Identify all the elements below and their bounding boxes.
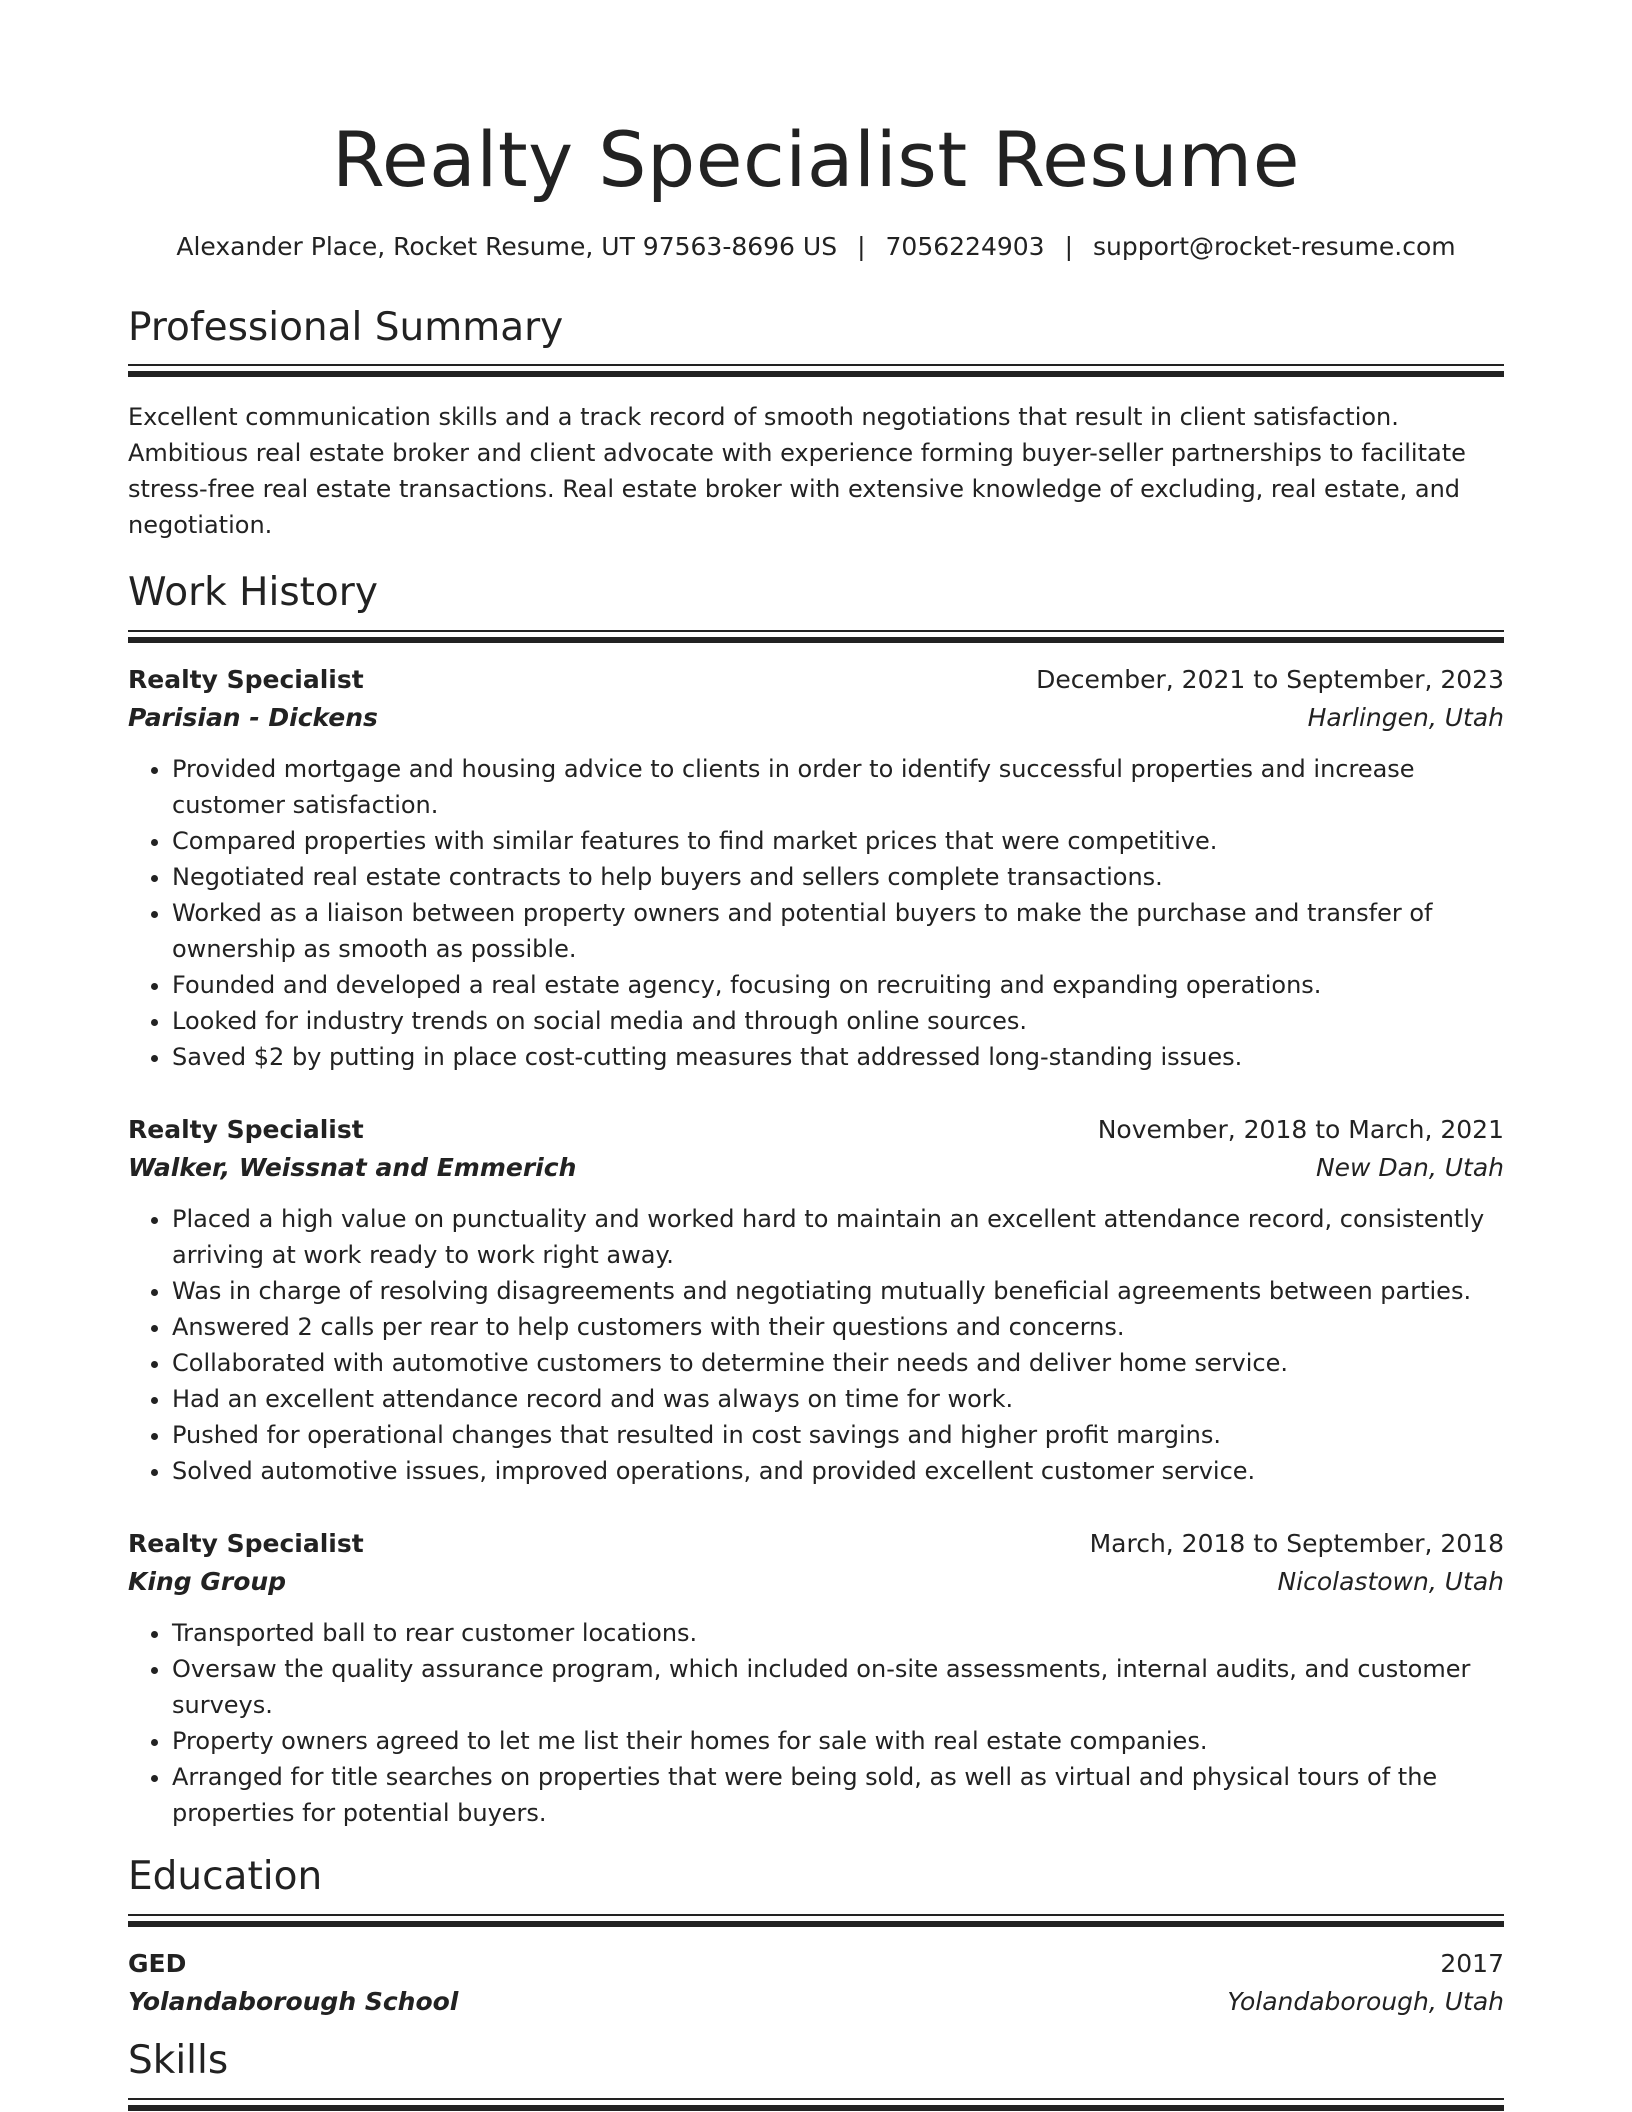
job-dates: November, 2018 to March, 2021 [1097, 1115, 1504, 1145]
job-bullet: • Collaborated with automotive customers to determine their needs and deliver home service. [172, 1345, 1504, 1381]
job-title: Realty Specialist [128, 665, 364, 695]
education-location: Yolandaborough, Utah [1227, 1987, 1504, 2017]
resume-title: Realty Specialist Resume [332, 115, 1300, 204]
job-bullet: • Provided mortgage and housing advice to clients in order to identify successful properties and increase customer satisfaction. [172, 751, 1504, 823]
job-bullet: • Transported ball to rear customer locations. [172, 1615, 1504, 1651]
job-bullet: • Placed a high value on punctuality and worked hard to maintain an excellent attendance record, consistently arriving at work ready to work right away. [172, 1201, 1504, 1273]
job-bullet: • Solved automotive issues, improved operations, and provided excellent customer service. [172, 1453, 1504, 1489]
job-entry [128, 1525, 1504, 1831]
job-bullet: • Was in charge of resolving disagreements and negotiating mutually beneficial agreements between parties. [172, 1273, 1504, 1309]
job-company-row [128, 1563, 1504, 1601]
contact-phone: 7056224903 [885, 231, 1045, 261]
summary-section [128, 306, 1504, 544]
job-bullet-list [128, 751, 1504, 1075]
job-company: King Group [128, 1567, 287, 1597]
job-bullet: • Looked for industry trends on social media and through online sources. [172, 1003, 1504, 1039]
job-bullet: • Compared properties with similar features to find market prices that were competitive. [172, 823, 1504, 859]
job-bullet: • Property owners agreed to let me list their homes for sale with real estate companies. [172, 1723, 1504, 1759]
job-title: Realty Specialist [128, 1529, 364, 1559]
job-dates: December, 2021 to September, 2023 [1036, 665, 1504, 695]
job-header-row [128, 661, 1504, 699]
section-divider [128, 364, 1504, 377]
job-bullet: • Answered 2 calls per rear to help customers with their questions and concerns. [172, 1309, 1504, 1345]
section-divider [128, 630, 1504, 643]
job-entry [128, 661, 1504, 1075]
job-dates: March, 2018 to September, 2018 [1089, 1529, 1504, 1559]
education-section [128, 1855, 1504, 2021]
section-heading-skills: Skills [128, 2038, 229, 2084]
contact-separator: | [1064, 231, 1074, 261]
job-title: Realty Specialist [128, 1115, 364, 1145]
job-bullet: • Pushed for operational changes that resulted in cost savings and higher profit margins. [172, 1417, 1504, 1453]
section-heading-summary: Professional Summary [128, 304, 564, 350]
job-bullet-list [128, 1201, 1504, 1489]
contact-address: Alexander Place, Rocket Resume, UT 97563-8696 US [176, 231, 838, 261]
section-heading-education: Education [128, 1854, 323, 1900]
work-history-section [128, 571, 1504, 1831]
job-bullet: • Arranged for title searches on properties that were being sold, as well as virtual and physical tours of the properties for potential buyers. [172, 1759, 1504, 1831]
job-company: Walker, Weissnat and Emmerich [128, 1153, 577, 1183]
job-bullet: • Negotiated real estate contracts to help buyers and sellers complete transactions. [172, 859, 1504, 895]
job-entry [128, 1111, 1504, 1489]
education-row [128, 1945, 1504, 1983]
job-location: Nicolastown, Utah [1277, 1567, 1504, 1597]
contact-separator: | [857, 231, 866, 261]
job-header-row [128, 1525, 1504, 1563]
job-header-row [128, 1111, 1504, 1149]
section-heading-work-history: Work History [128, 570, 378, 616]
education-row [128, 1983, 1504, 2021]
section-divider [128, 2098, 1504, 2111]
education-entry [128, 1945, 1504, 2021]
education-degree: GED [128, 1949, 187, 1979]
job-bullet: • Had an excellent attendance record and was always on time for work. [172, 1381, 1504, 1417]
job-bullet-list [128, 1615, 1504, 1831]
education-school: Yolandaborough School [128, 1987, 459, 2017]
skills-section [128, 2039, 1504, 2111]
job-bullet: • Saved $2 by putting in place cost-cutting measures that addressed long-standing issues. [172, 1039, 1504, 1075]
section-divider [128, 1914, 1504, 1927]
education-year: 2017 [1440, 1949, 1504, 1979]
job-location: Harlingen, Utah [1307, 703, 1504, 733]
contact-line [128, 232, 1504, 262]
contact-email: support@rocket-resume.com [1093, 231, 1456, 261]
job-bullet: • Oversaw the quality assurance program, which included on-site assessments, internal audits, and customer surveys. [172, 1651, 1504, 1723]
job-location: New Dan, Utah [1315, 1153, 1504, 1183]
job-company-row [128, 699, 1504, 737]
job-bullet: • Worked as a liaison between property owners and potential buyers to make the purchase and transfer of ownership as smooth as possible. [172, 895, 1504, 967]
job-company: Parisian - Dickens [128, 703, 378, 733]
job-company-row [128, 1149, 1504, 1187]
summary-text: Excellent communication skills and a track record of smooth negotiations that result in client satisfaction. Ambitious real estate broker and client advocate with experience forming buyer-seller partnerships to facilitate stress-free real estate transactions. Real estate broker with extensive knowledge of excluding, real estate, and negotiation. [128, 403, 1466, 540]
job-list [128, 661, 1504, 1831]
job-bullet: • Founded and developed a real estate agency, focusing on recruiting and expanding operations. [172, 967, 1504, 1003]
